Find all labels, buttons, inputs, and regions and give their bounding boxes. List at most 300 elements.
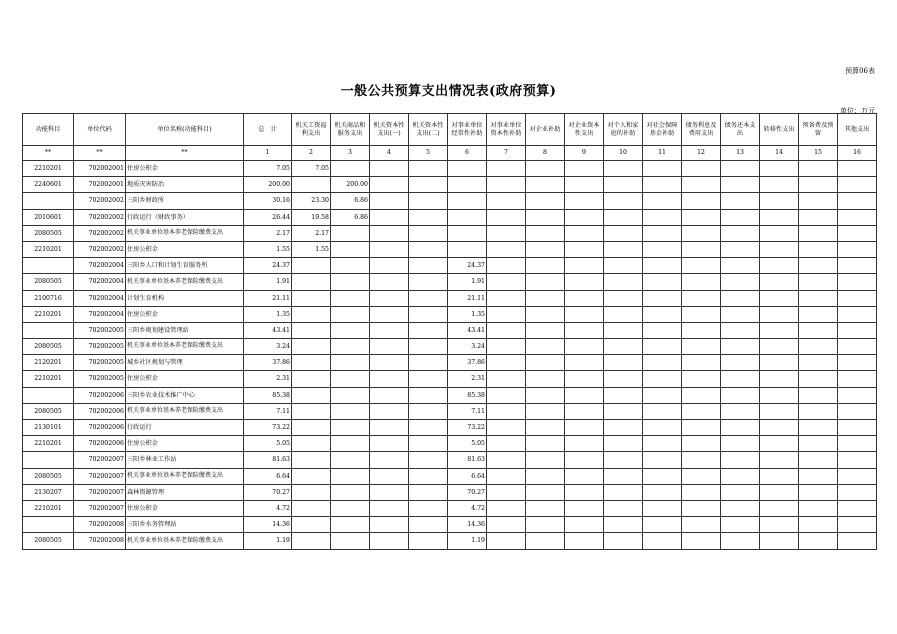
amount-cell: [604, 258, 643, 274]
table-row: [23, 177, 877, 193]
amount-cell: [760, 339, 799, 355]
amount-cell: 21.11: [448, 290, 487, 306]
amount-cell: [721, 436, 760, 452]
unit-code-cell: 702002004: [74, 306, 126, 322]
amount-cell: [838, 355, 877, 371]
unit-name-cell: 住房公积金: [126, 371, 244, 387]
amount-cell: [643, 225, 682, 241]
amount-cell: [331, 225, 370, 241]
amount-cell: [604, 274, 643, 290]
column-index: 15: [799, 146, 838, 161]
amount-cell: 5.05: [448, 436, 487, 452]
amount-cell: 7.05: [244, 161, 292, 177]
amount-cell: [799, 209, 838, 225]
amount-cell: [721, 371, 760, 387]
amount-cell: [565, 306, 604, 322]
amount-cell: [526, 209, 565, 225]
amount-cell: [331, 533, 370, 549]
amount-cell: [604, 355, 643, 371]
amount-cell: [487, 500, 526, 516]
amount-cell: [331, 339, 370, 355]
amount-cell: [409, 161, 448, 177]
amount-cell: [760, 225, 799, 241]
amount-cell: [760, 403, 799, 419]
amount-cell: 5.05: [244, 436, 292, 452]
amount-cell: [799, 290, 838, 306]
column-header: 机关工资福利支出: [292, 114, 331, 146]
amount-cell: [565, 193, 604, 209]
amount-cell: [526, 322, 565, 338]
amount-cell: [292, 355, 331, 371]
column-header: 对企业补助: [526, 114, 565, 146]
column-index: **: [74, 146, 126, 161]
amount-cell: [565, 533, 604, 549]
table-row: [23, 306, 877, 322]
amount-cell: [604, 225, 643, 241]
unit-code-cell: 702002006: [74, 403, 126, 419]
amount-cell: [682, 241, 721, 257]
amount-cell: [370, 484, 409, 500]
unit-code-cell: 702002002: [74, 225, 126, 241]
amount-cell: [643, 517, 682, 533]
amount-cell: [409, 403, 448, 419]
unit-name-cell: 三阳乡财政所: [126, 193, 244, 209]
amount-cell: [370, 161, 409, 177]
column-header: 对事业单位资本性补助: [487, 114, 526, 146]
table-row: [23, 274, 877, 290]
amount-cell: [721, 290, 760, 306]
amount-cell: [604, 193, 643, 209]
table-row: [23, 258, 877, 274]
amount-cell: [682, 452, 721, 468]
unit-name-cell: 住房公积金: [126, 306, 244, 322]
amount-cell: [487, 177, 526, 193]
column-header: 对社会保障基金补助: [643, 114, 682, 146]
amount-cell: [799, 241, 838, 257]
unit-code-cell: 702002001: [74, 177, 126, 193]
amount-cell: [370, 436, 409, 452]
unit-name-cell: 地质灾害防治: [126, 177, 244, 193]
amount-cell: [292, 290, 331, 306]
amount-cell: 37.86: [244, 355, 292, 371]
amount-cell: [526, 241, 565, 257]
unit-code-cell: 702002005: [74, 339, 126, 355]
unit-name-cell: 三阳乡水务管理站: [126, 517, 244, 533]
amount-cell: [526, 306, 565, 322]
amount-cell: [409, 484, 448, 500]
function-code-cell: 2210201: [23, 436, 74, 452]
amount-cell: [292, 322, 331, 338]
column-header: 单位代码: [74, 114, 126, 146]
function-code-cell: 2080505: [23, 403, 74, 419]
amount-cell: [370, 177, 409, 193]
amount-cell: [526, 452, 565, 468]
table-row: [23, 533, 877, 549]
amount-cell: [331, 290, 370, 306]
amount-cell: [409, 371, 448, 387]
column-header: 总 计: [244, 114, 292, 146]
amount-cell: 70.27: [244, 484, 292, 500]
amount-cell: [526, 387, 565, 403]
amount-cell: 2.17: [292, 225, 331, 241]
amount-cell: [331, 322, 370, 338]
amount-cell: [370, 355, 409, 371]
column-header: 对事业单位经常性补助: [448, 114, 487, 146]
function-code-cell: [23, 322, 74, 338]
amount-cell: 81.63: [244, 452, 292, 468]
amount-cell: 3.24: [448, 339, 487, 355]
unit-name-cell: 住房公积金: [126, 161, 244, 177]
column-header: 功能科目: [23, 114, 74, 146]
unit-name-cell: 机关事业单位基本养老保险缴费支出: [126, 339, 244, 355]
amount-cell: [721, 241, 760, 257]
unit-name-cell: 三阳乡农业技术推广中心: [126, 387, 244, 403]
amount-cell: [604, 209, 643, 225]
amount-cell: [643, 436, 682, 452]
table-row: [23, 209, 877, 225]
amount-cell: [838, 161, 877, 177]
amount-cell: [526, 355, 565, 371]
amount-cell: [409, 306, 448, 322]
amount-cell: [487, 193, 526, 209]
amount-cell: [565, 258, 604, 274]
amount-cell: 200.00: [244, 177, 292, 193]
function-code-cell: 2210201: [23, 241, 74, 257]
amount-cell: [370, 500, 409, 516]
unit-code-cell: 702002002: [74, 241, 126, 257]
unit-label: 单位：万元: [840, 107, 875, 115]
amount-cell: [604, 161, 643, 177]
amount-cell: 23.30: [292, 193, 331, 209]
column-header: 对企业资本性支出: [565, 114, 604, 146]
amount-cell: [643, 177, 682, 193]
function-code-cell: 2210201: [23, 500, 74, 516]
amount-cell: [292, 533, 331, 549]
amount-cell: 6.64: [244, 468, 292, 484]
amount-cell: [643, 371, 682, 387]
amount-cell: [604, 484, 643, 500]
unit-name-cell: 计划生育机构: [126, 290, 244, 306]
column-index: 1: [244, 146, 292, 161]
amount-cell: [604, 387, 643, 403]
unit-name-cell: 森林资源管理: [126, 484, 244, 500]
amount-cell: [799, 517, 838, 533]
column-header: 机关资本性支出(二): [409, 114, 448, 146]
amount-cell: [721, 484, 760, 500]
amount-cell: [370, 339, 409, 355]
amount-cell: [604, 371, 643, 387]
amount-cell: [643, 290, 682, 306]
table-row: [23, 371, 877, 387]
amount-cell: [370, 387, 409, 403]
amount-cell: [760, 258, 799, 274]
unit-name-cell: 行政运行（财政事务）: [126, 209, 244, 225]
table-row: [23, 468, 877, 484]
amount-cell: [409, 533, 448, 549]
amount-cell: [721, 225, 760, 241]
amount-cell: [721, 306, 760, 322]
amount-cell: 73.22: [448, 420, 487, 436]
table-row: [23, 241, 877, 257]
amount-cell: [799, 177, 838, 193]
amount-cell: [682, 436, 721, 452]
amount-cell: [760, 177, 799, 193]
amount-cell: [331, 517, 370, 533]
amount-cell: [682, 387, 721, 403]
function-code-cell: [23, 193, 74, 209]
amount-cell: [838, 420, 877, 436]
amount-cell: [604, 500, 643, 516]
form-number: 预算06表: [845, 67, 875, 75]
amount-cell: [643, 403, 682, 419]
amount-cell: [487, 339, 526, 355]
amount-cell: [760, 290, 799, 306]
amount-cell: [565, 225, 604, 241]
unit-code-cell: 702002007: [74, 500, 126, 516]
amount-cell: 200.00: [331, 177, 370, 193]
amount-cell: [331, 274, 370, 290]
amount-cell: [292, 484, 331, 500]
function-code-cell: [23, 387, 74, 403]
amount-cell: [760, 517, 799, 533]
amount-cell: [604, 322, 643, 338]
amount-cell: [565, 322, 604, 338]
amount-cell: [526, 177, 565, 193]
amount-cell: [721, 161, 760, 177]
amount-cell: [604, 517, 643, 533]
amount-cell: [643, 533, 682, 549]
amount-cell: [487, 161, 526, 177]
amount-cell: [604, 436, 643, 452]
unit-code-cell: 702002005: [74, 371, 126, 387]
amount-cell: [721, 339, 760, 355]
amount-cell: [799, 484, 838, 500]
amount-cell: [643, 306, 682, 322]
amount-cell: [799, 420, 838, 436]
amount-cell: [526, 290, 565, 306]
function-code-cell: 2080505: [23, 225, 74, 241]
unit-name-cell: 住房公积金: [126, 500, 244, 516]
amount-cell: 7.05: [292, 161, 331, 177]
function-code-cell: 2120201: [23, 355, 74, 371]
amount-cell: 2.17: [244, 225, 292, 241]
amount-cell: 37.86: [448, 355, 487, 371]
amount-cell: [682, 161, 721, 177]
amount-cell: [799, 306, 838, 322]
amount-cell: [838, 533, 877, 549]
amount-cell: [760, 193, 799, 209]
amount-cell: [370, 274, 409, 290]
amount-cell: [799, 500, 838, 516]
amount-cell: 2.31: [448, 371, 487, 387]
amount-cell: [643, 468, 682, 484]
amount-cell: [565, 209, 604, 225]
column-index: 3: [331, 146, 370, 161]
table-row: [23, 387, 877, 403]
amount-cell: [760, 420, 799, 436]
amount-cell: 30.16: [244, 193, 292, 209]
amount-cell: [487, 290, 526, 306]
amount-cell: [838, 241, 877, 257]
amount-cell: [487, 533, 526, 549]
amount-cell: [487, 371, 526, 387]
amount-cell: [370, 517, 409, 533]
amount-cell: 1.19: [244, 533, 292, 549]
amount-cell: [409, 274, 448, 290]
amount-cell: [838, 517, 877, 533]
amount-cell: 26.44: [244, 209, 292, 225]
amount-cell: [760, 209, 799, 225]
amount-cell: 43.41: [448, 322, 487, 338]
header-index-row: [23, 146, 877, 161]
amount-cell: [643, 420, 682, 436]
amount-cell: [838, 387, 877, 403]
amount-cell: [721, 500, 760, 516]
amount-cell: [565, 387, 604, 403]
amount-cell: [526, 274, 565, 290]
amount-cell: [682, 306, 721, 322]
column-index: 10: [604, 146, 643, 161]
amount-cell: [526, 468, 565, 484]
amount-cell: [643, 500, 682, 516]
amount-cell: [760, 274, 799, 290]
amount-cell: [721, 209, 760, 225]
amount-cell: [370, 290, 409, 306]
column-header: 机关资本性支出(一): [370, 114, 409, 146]
amount-cell: [799, 387, 838, 403]
amount-cell: [838, 225, 877, 241]
unit-name-cell: 城乡社区规划与管理: [126, 355, 244, 371]
function-code-cell: [23, 452, 74, 468]
amount-cell: [721, 517, 760, 533]
amount-cell: [838, 452, 877, 468]
amount-cell: [721, 452, 760, 468]
unit-code-cell: 702002004: [74, 290, 126, 306]
amount-cell: [565, 290, 604, 306]
amount-cell: [721, 533, 760, 549]
amount-cell: [682, 484, 721, 500]
unit-name-cell: 机关事业单位基本养老保险缴费支出: [126, 274, 244, 290]
amount-cell: 14.36: [244, 517, 292, 533]
amount-cell: [565, 161, 604, 177]
unit-code-cell: 702002004: [74, 274, 126, 290]
amount-cell: [565, 500, 604, 516]
amount-cell: [760, 322, 799, 338]
function-code-cell: 2130101: [23, 420, 74, 436]
function-code-cell: 2130207: [23, 484, 74, 500]
unit-code-cell: 702002002: [74, 209, 126, 225]
amount-cell: [409, 517, 448, 533]
unit-name-cell: 三阳乡林业工作站: [126, 452, 244, 468]
amount-cell: [838, 193, 877, 209]
amount-cell: 24.37: [244, 258, 292, 274]
amount-cell: [448, 161, 487, 177]
amount-cell: [292, 500, 331, 516]
amount-cell: [448, 241, 487, 257]
amount-cell: 6.86: [331, 209, 370, 225]
amount-cell: [682, 258, 721, 274]
amount-cell: [643, 209, 682, 225]
amount-cell: [643, 322, 682, 338]
amount-cell: [409, 339, 448, 355]
unit-code-cell: 702002001: [74, 161, 126, 177]
amount-cell: [643, 193, 682, 209]
amount-cell: [526, 339, 565, 355]
amount-cell: [370, 403, 409, 419]
amount-cell: [565, 420, 604, 436]
amount-cell: [604, 339, 643, 355]
amount-cell: [643, 355, 682, 371]
function-code-cell: [23, 258, 74, 274]
amount-cell: [838, 209, 877, 225]
amount-cell: [682, 322, 721, 338]
table-row: [23, 500, 877, 516]
amount-cell: [409, 193, 448, 209]
amount-cell: [487, 225, 526, 241]
amount-cell: [682, 209, 721, 225]
amount-cell: [409, 241, 448, 257]
amount-cell: [604, 290, 643, 306]
unit-name-cell: 机关事业单位基本养老保险缴费支出: [126, 225, 244, 241]
unit-name-cell: 机关事业单位基本养老保险缴费支出: [126, 403, 244, 419]
amount-cell: 24.37: [448, 258, 487, 274]
amount-cell: [682, 403, 721, 419]
function-code-cell: 2010601: [23, 209, 74, 225]
amount-cell: [565, 355, 604, 371]
amount-cell: 19.58: [292, 209, 331, 225]
function-code-cell: 2080505: [23, 533, 74, 549]
amount-cell: [682, 420, 721, 436]
amount-cell: [721, 420, 760, 436]
amount-cell: [292, 258, 331, 274]
amount-cell: [487, 452, 526, 468]
amount-cell: [487, 484, 526, 500]
amount-cell: [370, 322, 409, 338]
amount-cell: [292, 306, 331, 322]
amount-cell: [331, 484, 370, 500]
amount-cell: [565, 274, 604, 290]
amount-cell: [526, 533, 565, 549]
amount-cell: [682, 500, 721, 516]
unit-code-cell: 702002007: [74, 452, 126, 468]
amount-cell: [799, 468, 838, 484]
unit-name-cell: 行政运行: [126, 420, 244, 436]
amount-cell: [292, 452, 331, 468]
amount-cell: [799, 161, 838, 177]
unit-code-cell: 702002008: [74, 533, 126, 549]
column-index: **: [126, 146, 244, 161]
amount-cell: [565, 517, 604, 533]
amount-cell: [409, 355, 448, 371]
amount-cell: [409, 322, 448, 338]
amount-cell: [487, 468, 526, 484]
amount-cell: 1.55: [292, 241, 331, 257]
amount-cell: [409, 468, 448, 484]
amount-cell: [799, 436, 838, 452]
amount-cell: [292, 420, 331, 436]
function-code-cell: 2210201: [23, 371, 74, 387]
amount-cell: [292, 274, 331, 290]
table-row: [23, 452, 877, 468]
amount-cell: [838, 322, 877, 338]
amount-cell: [409, 258, 448, 274]
amount-cell: [682, 339, 721, 355]
unit-code-cell: 702002005: [74, 355, 126, 371]
amount-cell: [604, 420, 643, 436]
amount-cell: [487, 420, 526, 436]
amount-cell: [565, 371, 604, 387]
amount-cell: [448, 225, 487, 241]
